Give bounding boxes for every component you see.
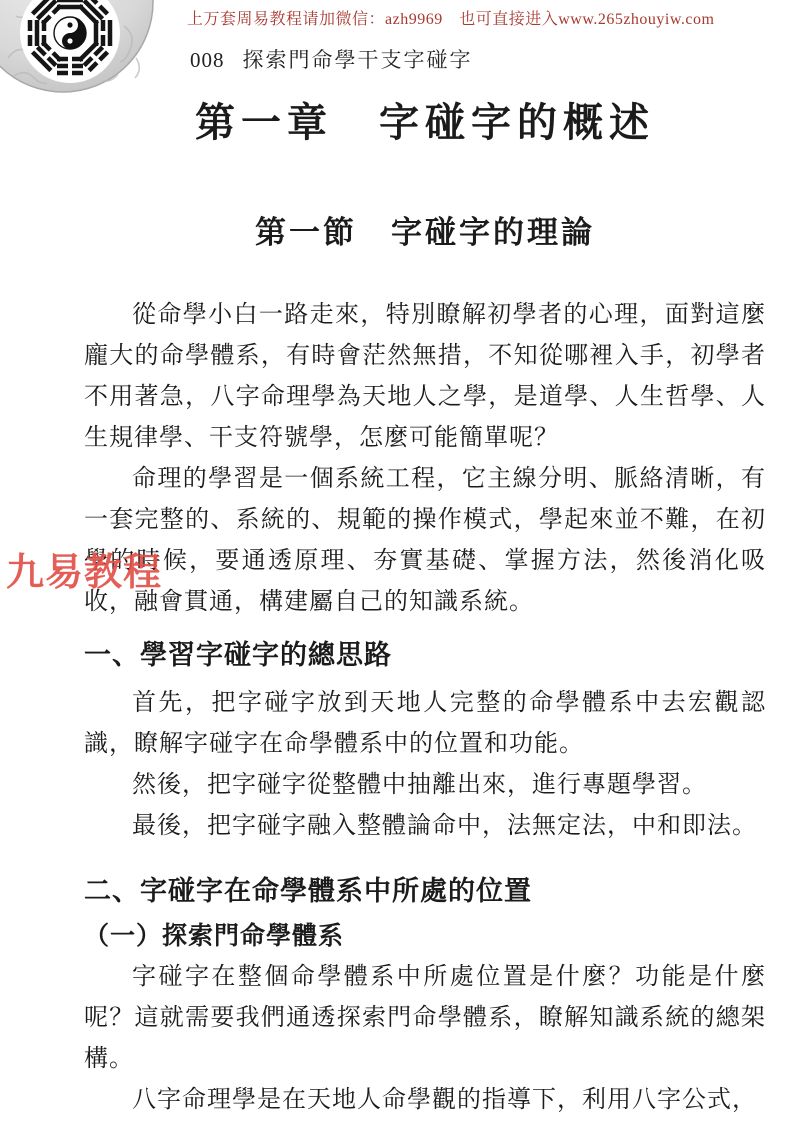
section-title: 第一節 字碰字的理論: [255, 215, 595, 250]
paragraph-last-step: 最後，把字碰字融入整體論命中，法無定法，中和即法。: [132, 813, 757, 839]
page-number: 008: [190, 48, 225, 72]
promo-banner: 上万套周易教程请加微信：azh9969 也可直接进入www.265zhouyiw.com: [187, 11, 715, 28]
content-column: [84, 95, 766, 1121]
subheading-tansuo-school: （一）探索門命學體系: [84, 922, 345, 950]
heading-position-in-system: 二、字碰字在命學體系中所處的位置: [84, 876, 532, 906]
chapter-title: 第一章 字碰字的概述: [195, 99, 655, 146]
paragraph-intro-1: 從命學小白一路走來，特別瞭解初學者的心理，面對這麼龐大的命學體系，有時會茫然無措，不知從哪裡入手，初學者不用著急，八字命理學為天地人之學，是道學、人生哲學、人生規律學、干支符號學，怎麼可能簡單呢？: [84, 302, 766, 451]
watermark: 九易教程: [6, 552, 163, 594]
paragraph-bazi-theory: 八字命理學是在天地人命學觀的指導下，利用八字公式，: [132, 1087, 757, 1113]
bagua-taiji-logo: [0, 0, 158, 94]
paragraph-position-question: 字碰字在整個命學體系中所處位置是什麼？功能是什麼呢？這就需要我們通透探索門命學體系，瞭解知識系統的總架構。: [84, 964, 766, 1072]
paragraph-then-step: 然後，把字碰字從整體中抽離出來，進行專題學習。: [132, 772, 707, 798]
paragraph-first-step: 首先，把字碰字放到天地人完整的命學體系中去宏觀認識，瞭解字碰字在命學體系中的位置和功能。: [84, 690, 766, 757]
book-title: 探索門命學干支字碰字: [242, 48, 473, 72]
heading-study-approach: 一、學習字碰字的總思路: [84, 640, 392, 670]
page-header: [190, 44, 473, 74]
yin-yang-icon: [54, 17, 86, 49]
paragraph-intro-2: 命理的學習是一個系統工程，它主線分明、脈絡清晰，有一套完整的、系統的、規範的操作模式，學起來並不難，在初學的時候，要通透原理、夯實基礎、掌握方法，然後消化吸收，融會貫通，構建屬自己的知識系統。: [84, 466, 766, 615]
